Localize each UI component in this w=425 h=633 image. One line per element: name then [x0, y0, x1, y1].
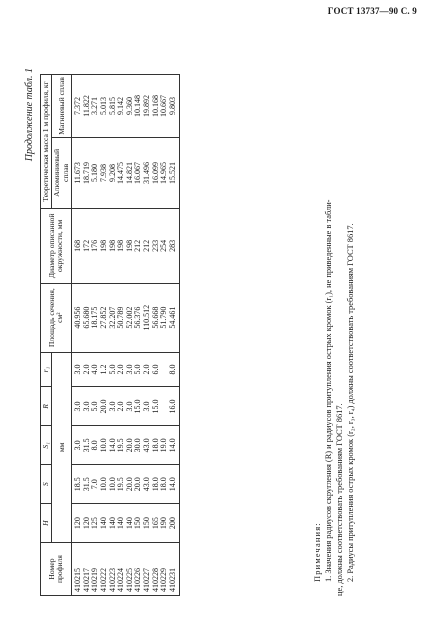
column-s1-values: 3.0 31.5 8.0 10.0 14.0 19.5 20.0 30.0 43.0 18.0 19.0 14.0 — [72, 426, 180, 465]
table-caption: Продолжение табл. 1 — [24, 68, 35, 162]
table-row — [72, 75, 180, 596]
header-aluminium: Алюминиевый сплав — [52, 137, 72, 208]
note-1-line-1: 1. Значения радиусов скругления (R) и радиусов притупления острых кромок (r₁), не приведенные в табли- — [324, 199, 333, 582]
column-h-values: 120 120 125 140 140 140 140 150 150 165 190 200 — [72, 504, 180, 543]
note-2: 2. Радиусы притупления острых кромок (r₂, r₃, r₄) должны соответствовать требованиям ГОСТ 8617. — [346, 223, 355, 582]
header-profile: Номер профиля — [41, 543, 72, 596]
notes-title: Примечания: — [313, 522, 322, 582]
column-r1-values: 3.0 2.0 4.0 1.2 5.0 2.0 3.0 5.0 2.0 6.0 8.0 — [72, 352, 180, 387]
column-profile-values: 410215 410217 410219 410222 410223 410224 410225 410226 410227 410228 410229 410231 — [72, 543, 180, 596]
header-mm: мм — [52, 352, 72, 543]
column-magnesium-values: 7.372 11.822 3.271 5.013 5.815 9.142 9.360 10.148 19.892 10.168 10.667 9.803 — [72, 75, 180, 138]
note-1-line-2: це, должны соответствовать требованиям ГОСТ 8617. — [335, 403, 344, 596]
column-aluminium-values: 11.673 18.719 5.180 7.938 9.208 14.475 14.821 16.067 31.496 16.099 14.965 15.521 — [72, 137, 180, 208]
column-s-values: 18.5 31.5 7.0 10.0 10.0 19.5 20.0 20.0 43.0 18.0 18.0 14.0 — [72, 465, 180, 504]
header-magnesium: Магниевый сплав — [52, 75, 72, 138]
column-r-values: 3.0 3.0 5.0 20.0 3.0 2.0 3.0 15.0 3.0 15.0 16.0 — [72, 387, 180, 426]
notes-section — [312, 74, 356, 596]
header-h: H — [41, 504, 52, 543]
header-s1: S₁ — [41, 426, 52, 465]
header-diameter: Диаметр описанной окружности, мм — [41, 208, 72, 283]
rotated-page-content — [20, 62, 425, 622]
column-diameter-values: 168 172 176 198 198 198 198 212 212 233 254 283 — [72, 208, 180, 283]
profiles-table — [40, 74, 180, 596]
header-s: S — [41, 465, 52, 504]
page-header: ГОСТ 13737—90 С. 9 — [327, 6, 417, 16]
header-area: Площадь сечения, см² — [41, 283, 72, 352]
header-mass: Теоретическая масса 1 м профиля, кг — [41, 75, 52, 209]
header-r: R — [41, 387, 52, 426]
column-area-values: 40.956 65.680 18.175 27.852 32.207 50.789 52.002 56.376 110.512 56.668 51.790 54.461 — [72, 283, 180, 352]
header-r1: r₁ — [41, 352, 52, 387]
